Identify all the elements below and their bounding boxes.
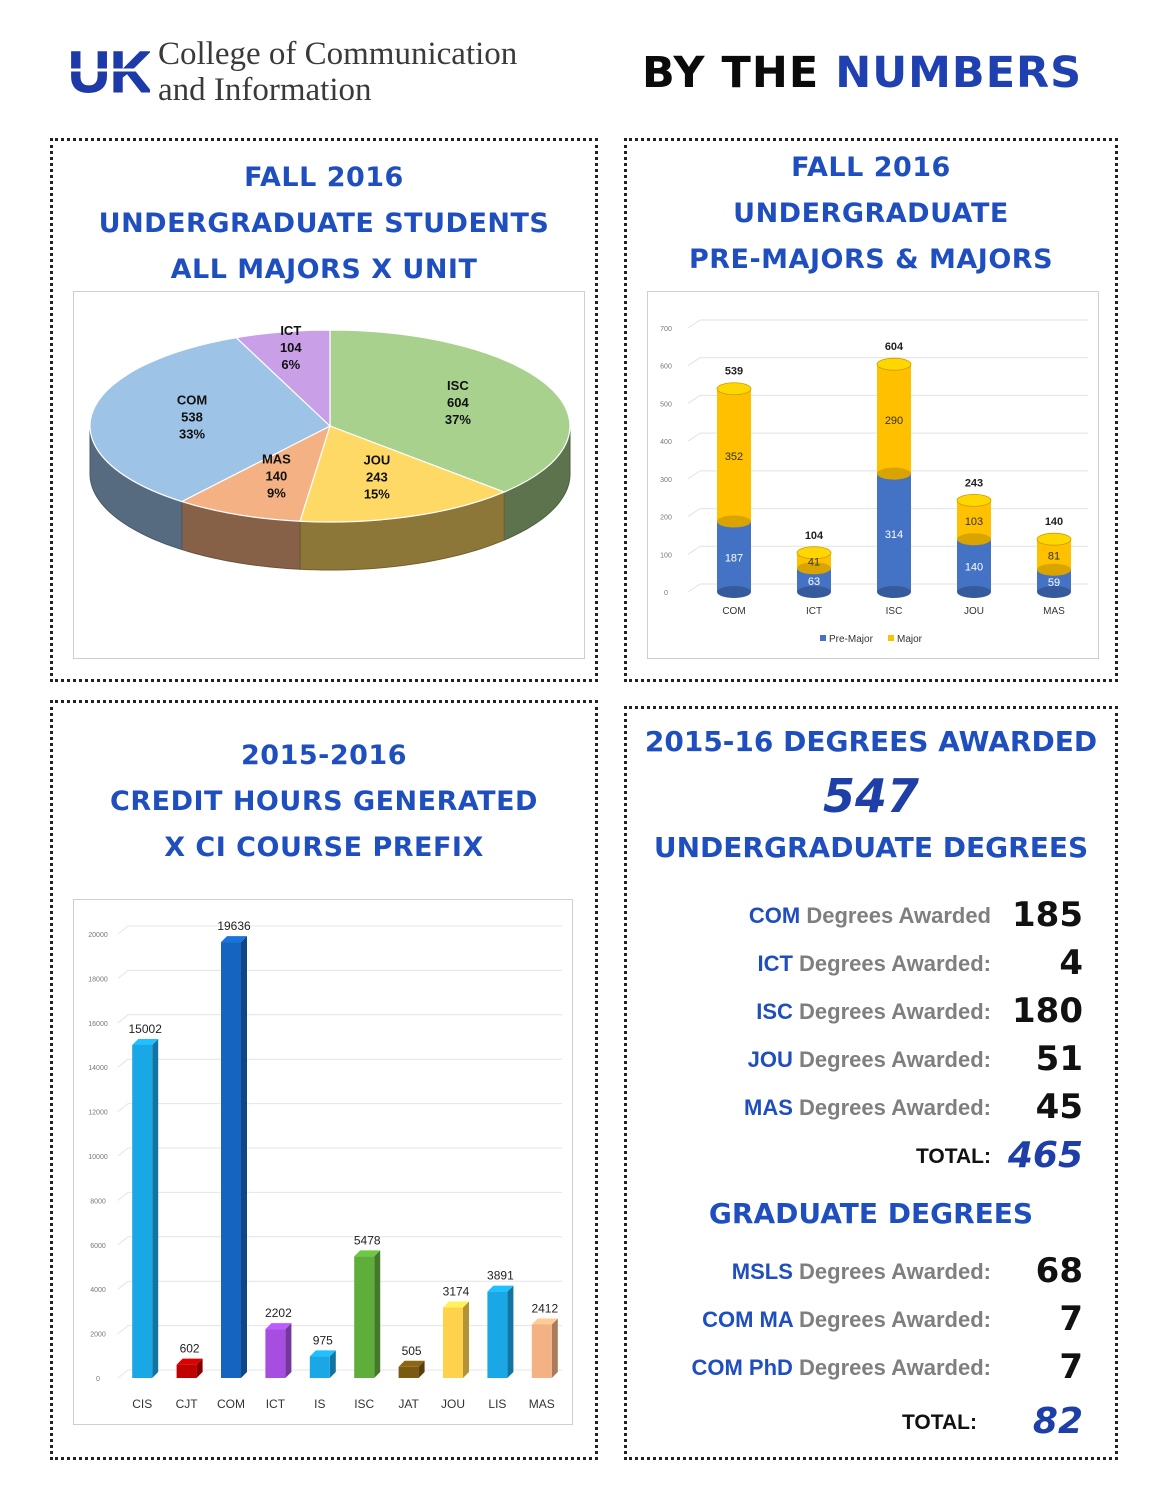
pie-label-percent: 15% [363,486,390,502]
y-tick-label: 0 [96,1376,100,1383]
bar-jat [399,1367,419,1378]
degree-prefix: ISC [756,999,793,1024]
bar-cis [132,1045,152,1378]
pie-label-value: 604 [447,395,469,411]
college-name-line1: College of Communication [158,36,518,72]
degree-row-com-ma [627,1299,1117,1343]
chart-legend [820,634,923,645]
degree-row-jou [627,1039,1117,1083]
grad-total-row [627,1401,1117,1445]
panel-undergrad-majors-pie [50,138,598,682]
panel2-title-line: PRE-MAJORS & MAJORS [688,244,1054,275]
degree-label-text: Degrees Awarded: [792,951,991,976]
bar-major-seam [717,515,751,527]
y-tick-label: 4000 [90,1287,106,1295]
degree-row-label [691,1355,991,1381]
grid-line-diag [118,1015,128,1023]
grad-total-value: 82 [1032,1401,1083,1442]
pie-label-category: ISC [447,378,469,394]
degree-row-label [702,1307,991,1333]
y-tick-label: 0 [664,590,668,597]
bar-major-cap [877,358,911,370]
bar-mas [532,1324,552,1378]
grad-total-label: TOTAL: [901,1411,977,1434]
bar-value-label: 3891 [487,1268,514,1283]
bar-value-label: 505 [401,1343,422,1358]
y-tick-label: 20000 [88,932,108,939]
degree-prefix: COM [748,903,801,928]
pie-label-category: MAS [261,451,291,467]
x-category-label: ISC [885,606,903,617]
grid-line-diag [118,1237,128,1245]
bar-major-seam [1037,564,1071,576]
major-value-label: 81 [1047,550,1061,563]
pie-label-jou [363,452,390,501]
bar-premajor-base [717,586,751,598]
x-category-label: ICT [265,1397,286,1411]
stacked-bar-chart [648,292,1098,658]
degree-row-isc [627,991,1117,1035]
degree-row-label [749,903,991,929]
x-category-label: ISC [354,1397,375,1411]
x-category-label: JOU [441,1397,465,1411]
pie-label-value: 104 [279,339,302,355]
grid-line-diag [688,546,700,554]
bar-major-seam [957,533,991,545]
y-tick-label: 600 [660,363,672,371]
x-category-label: CJT [175,1397,198,1411]
pie-label-category: JOU [363,452,391,468]
total-value-label: 104 [804,529,824,542]
y-tick-label: 100 [660,552,672,560]
panel1-title-line: FALL 2016 [244,162,404,193]
total-value-label: 539 [724,365,744,378]
degree-count: 45 [1035,1087,1083,1127]
y-tick-label: 700 [660,326,672,333]
degree-count: 7 [1059,1299,1083,1339]
uk-logo [70,40,150,102]
undergrad-total-value: 465 [1007,1135,1083,1176]
panel1-title [53,155,595,293]
grid-line-diag [118,970,128,978]
y-tick-label: 2000 [90,1331,106,1339]
degree-row-ict [627,943,1117,987]
premajor-value-label: 140 [964,561,984,574]
undergrad-total-label: TOTAL: [915,1145,991,1168]
graduate-degrees-title: GRADUATE DEGREES [708,1197,1034,1230]
grid-line-diag [688,584,700,592]
pie-label-ict [280,323,302,372]
page-headline [642,48,1082,98]
degree-label-text: Degrees Awarded: [792,1095,991,1120]
bar-value-label: 3174 [442,1284,470,1299]
degree-row-label [748,1047,991,1073]
headline-by-the: BY THE [642,48,820,98]
degree-row-com [627,895,1117,939]
grid-line-diag [118,1370,128,1378]
panel3-title [53,733,595,871]
x-category-label: LIS [488,1397,507,1411]
major-value-label: 352 [724,451,744,464]
degree-row-msls [627,1251,1117,1295]
pie-label-percent: 33% [178,426,206,442]
headline-numbers: NUMBERS [835,48,1083,98]
premajor-value-label: 314 [884,528,904,541]
degree-count: 180 [1012,991,1083,1031]
total-value-label: 243 [964,477,984,490]
undergrad-total-row [627,1135,1117,1179]
y-tick-label: 14000 [88,1065,108,1073]
bar-side-lis [507,1286,513,1378]
degree-count: 4 [1059,943,1083,983]
grid-line-diag [118,1281,128,1289]
legend-swatch-premajor [820,635,826,641]
bar-ict [265,1329,285,1378]
y-tick-label: 6000 [90,1242,106,1250]
pie-label-value: 243 [366,469,388,485]
degree-label-text: Degrees Awarded: [792,1047,991,1072]
x-category-label: JAT [398,1397,419,1411]
grid-line-diag [688,509,700,517]
grid-line-diag [688,471,700,479]
degree-row-label [744,1095,991,1121]
degree-row-mas [627,1087,1117,1131]
panel3-title-line: CREDIT HOURS GENERATED [110,786,538,817]
bar-premajor-base [957,586,991,598]
pie-label-percent: 9% [266,485,286,501]
bar-side-isc [374,1250,380,1378]
degrees-total-all: 547 [822,769,920,823]
degree-row-com-phd [627,1347,1117,1391]
bar-cjt [177,1365,197,1378]
panel2-title-line: FALL 2016 [791,152,951,183]
x-category-label: COM [722,606,746,617]
degree-prefix: JOU [747,1047,793,1072]
bar-major-cap [957,494,991,506]
y-tick-label: 10000 [88,1154,108,1161]
bar-lis [487,1292,507,1378]
panel1-title-line: ALL MAJORS X UNIT [170,254,478,285]
grid-line-diag [688,433,700,441]
degree-label-text: Degrees Awarded: [792,1307,991,1332]
bar-isc [354,1256,374,1378]
legend-label-major: Major [897,634,923,645]
bar-premajor-base [877,586,911,598]
x-category-label: CIS [132,1397,153,1411]
degree-count: 51 [1035,1039,1083,1079]
bar-value-label: 15002 [128,1021,162,1036]
undergrad-degrees-title: UNDERGRADUATE DEGREES [653,831,1089,864]
degree-prefix: MAS [744,1095,793,1120]
panel3-title-line: 2015-2016 [241,740,407,771]
stacked-chart-box [647,291,1099,659]
pie-label-isc [445,378,471,427]
credit-hours-bar-chart [74,900,572,1424]
degree-row-label [757,951,991,977]
y-tick-label: 300 [660,476,672,484]
bar-side-mas [552,1318,558,1378]
grid-line-diag [688,320,700,328]
grid-line-diag [118,926,128,934]
x-category-label: JOU [964,606,984,617]
y-tick-label: 200 [660,514,672,522]
degree-row-label [756,999,991,1025]
degree-label-text: Degrees Awarded: [792,1259,991,1284]
bar-com [221,942,241,1378]
pie-label-value: 538 [181,409,203,425]
panel2-title-line: UNDERGRADUATE [733,198,1009,229]
major-value-label: 103 [964,515,984,528]
bar-value-label: 5478 [353,1233,381,1248]
legend-swatch-major [888,635,894,641]
panel-credit-hours [50,700,598,1460]
x-category-label: ICT [805,606,823,617]
y-tick-label: 18000 [88,976,108,984]
panel-degrees-awarded [624,706,1118,1460]
total-value-label: 140 [1044,516,1064,529]
bar-value-label: 19636 [217,919,251,934]
bar-is [310,1356,330,1378]
x-category-label: COM [217,1397,245,1411]
panel2-title [627,145,1115,283]
grid-line-diag [118,1192,128,1200]
bar-major-cap [1037,533,1071,545]
grid-line-diag [118,1104,128,1112]
degree-prefix: COM PhD [691,1355,793,1380]
college-name [158,36,517,108]
x-category-label: MAS [1043,606,1065,617]
degree-prefix: MSLS [731,1259,793,1284]
pie-label-percent: 37% [444,412,471,428]
grid-line-diag [118,1059,128,1067]
degree-label-text: Degrees Awarded [800,903,991,928]
grid-line-diag [118,1326,128,1334]
bar-value-label: 975 [312,1333,333,1348]
pie-chart-box [73,291,585,659]
panel-premajors-majors [624,138,1118,682]
degree-prefix: ICT [757,951,793,976]
degree-count: 68 [1035,1251,1083,1291]
pie-label-category: ICT [280,322,302,338]
bar-side-com [241,936,247,1378]
pie-label-com [177,393,207,442]
uk-logo-text: UK [70,40,150,102]
total-value-label: 604 [884,341,904,354]
pie-chart [74,292,584,658]
bar-side-cis [152,1039,158,1378]
pie-label-value: 140 [265,468,288,484]
degree-prefix: COM MA [702,1307,793,1332]
degree-label-text: Degrees Awarded: [792,1355,991,1380]
bar-value-label: 2412 [531,1301,559,1316]
premajor-value-label: 59 [1047,576,1061,589]
bar-value-label: 2202 [265,1306,292,1321]
degrees-title: 2015-16 DEGREES AWARDED [644,725,1098,758]
degree-row-label [732,1259,991,1285]
y-tick-label: 12000 [88,1109,108,1117]
degree-count: 7 [1059,1347,1083,1387]
grid-line-diag [688,395,700,403]
grid-line-diag [688,358,700,366]
y-tick-label: 8000 [90,1198,106,1206]
major-value-label: 290 [884,414,904,427]
degree-label-text: Degrees Awarded: [792,999,991,1024]
y-tick-label: 16000 [88,1020,108,1028]
bar-side-ict [285,1323,291,1378]
panel1-title-line: UNDERGRADUATE STUDENTS [98,208,550,239]
pie-label-category: COM [176,392,208,408]
grid-line-diag [118,1148,128,1156]
credit-chart-box [73,899,573,1425]
major-value-label: 41 [807,556,821,569]
pie-label-percent: 6% [281,356,301,372]
y-tick-label: 500 [660,401,672,409]
legend-label-premajor: Pre-Major [829,634,873,645]
premajor-value-label: 63 [807,576,821,589]
y-tick-label: 400 [660,439,672,447]
x-category-label: MAS [528,1397,555,1411]
bar-major-cap [717,383,751,395]
premajor-value-label: 187 [724,552,744,565]
panel3-title-line: X CI COURSE PREFIX [164,832,484,863]
x-category-label: IS [314,1397,326,1411]
bar-side-jou [463,1302,469,1378]
bar-major-seam [877,468,911,480]
college-name-line2: and Information [158,72,372,108]
degree-count: 185 [1012,895,1083,935]
bar-value-label: 602 [179,1341,200,1356]
bar-jou [443,1308,463,1378]
